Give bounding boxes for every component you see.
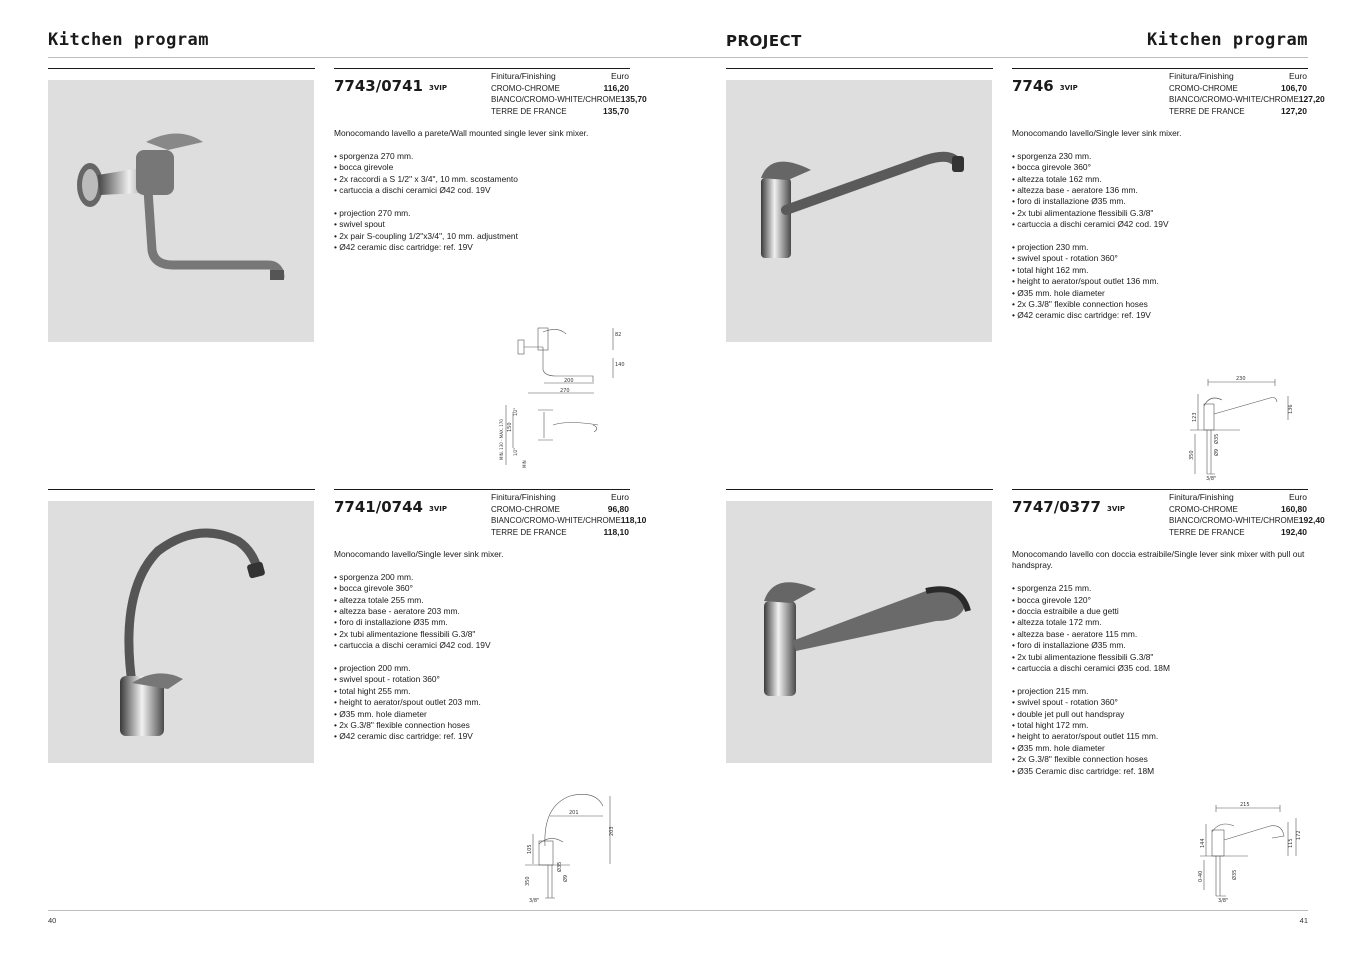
technical-drawing-7747 [1190, 800, 1302, 904]
svg-text:Ø35: Ø35 [1214, 433, 1220, 444]
svg-text:144: 144 [1200, 838, 1206, 848]
product-description: Monocomando lavello/Single lever sink mixer. • sporgenza 230 mm. • bocca girevole 360° • altezza totale 162 mm. • altezza base - aeratore 136 mm. • foro di installazione Ø35 mm. • 2x tubi alimentazione flessibili G.3/8" • cartuccia a dischi ceramici Ø42 cod. 19V • projection 230 mm. • swivel spout - rotation 360° • total hight 162 mm. • height to aerator/spout outlet 136 mm. • Ø35 mm. hole diameter • 2x G.3/8" flexible connection hoses • Ø42 ceramic disc cartridge: ref. 19V [1012, 128, 1182, 321]
product-photo-7747 [726, 501, 992, 763]
svg-text:136: 136 [1288, 404, 1294, 414]
page-number-right: 41 [1299, 916, 1308, 925]
center-title: PROJECT [726, 32, 802, 50]
product-photo-7746 [726, 80, 992, 342]
faucet-swivel-icon [726, 80, 992, 342]
svg-text:201: 201 [569, 810, 579, 816]
svg-text:MIN: MIN [522, 460, 527, 468]
svg-text:Ø35: Ø35 [1232, 869, 1238, 880]
svg-text:Ø35: Ø35 [557, 861, 563, 872]
divider [726, 489, 993, 490]
divider [48, 68, 315, 69]
svg-text:3/8": 3/8" [1206, 476, 1217, 482]
page-number-left: 40 [48, 916, 57, 925]
svg-text:1/2": 1/2" [513, 407, 518, 416]
svg-text:3/8": 3/8" [1218, 898, 1229, 904]
product-photo-7743 [48, 80, 314, 342]
svg-text:1/2": 1/2" [513, 447, 518, 456]
faucet-gooseneck-icon [48, 501, 314, 763]
divider [48, 489, 315, 490]
header-rule [48, 57, 1308, 58]
svg-text:Ø9: Ø9 [1214, 448, 1220, 456]
svg-text:230: 230 [1236, 376, 1246, 382]
svg-text:3/8": 3/8" [529, 898, 540, 904]
divider [334, 68, 630, 69]
svg-text:Ø9: Ø9 [563, 874, 569, 882]
product-code: 7746 3VIP [1012, 77, 1078, 95]
faucet-pullout-icon [726, 501, 992, 763]
footer-rule [48, 910, 1308, 911]
left-page-title: Kitchen program [48, 30, 210, 50]
svg-text:203: 203 [609, 826, 615, 836]
product-description: Monocomando lavello con doccia estraibile/Single lever sink mixer with pull out handspray. • sporgenza 215 mm. • bocca girevole 120° • doccia estraibile a due getti • altezza totale 172 mm. • altezza base - aeratore 115 mm. • foro di installazione Ø35 mm. • 2x tubi alimentazione flessibili G.3/8" • cartuccia a dischi ceramici Ø35 cod. 18M • projection 215 mm. • swivel spout - rotation 360° • double jet pull out handspray • total hight 172 mm. • height to aerator/spout outlet 115 mm. • Ø35 mm. hole diameter • 2x G.3/8" flexible connection hoses • Ø35 Ceramic disc cartridge: ref. 18M [1012, 549, 1305, 776]
product-code: 7743/0741 3VIP [334, 77, 448, 95]
svg-text:215: 215 [1240, 802, 1250, 808]
divider [334, 489, 630, 490]
divider [1012, 489, 1308, 490]
technical-drawing-7741 [515, 786, 615, 904]
svg-text:123: 123 [1192, 412, 1198, 422]
svg-text:115: 115 [1288, 838, 1294, 848]
svg-text:150: 150 [507, 422, 513, 432]
svg-text:350: 350 [1189, 450, 1195, 460]
svg-text:172: 172 [1296, 830, 1302, 840]
svg-text:350: 350 [525, 876, 531, 886]
divider [726, 68, 993, 69]
divider [1012, 68, 1308, 69]
price-table: Finitura/Finishing Euro CROMO-CHROME 96,80 BIANCO/CROMO-WHITE/CHROME 118,10 TERRE DE FRANCE 118,10 [491, 492, 647, 537]
svg-text:200: 200 [564, 378, 574, 384]
svg-text:105: 105 [527, 844, 533, 854]
technical-drawing-7743 [498, 320, 625, 470]
svg-text:0-40: 0-40 [1198, 870, 1204, 882]
product-description: Monocomando lavello/Single lever sink mixer. • sporgenza 200 mm. • bocca girevole 360° • altezza totale 255 mm. • altezza base - aeratore 203 mm. • foro di installazione Ø35 mm. • 2x tubi alimentazione flessibili G.3/8" • cartuccia a dischi ceramici Ø42 cod. 19V • projection 200 mm. • swivel spout - rotation 360° • total hight 255 mm. • height to aerator/spout outlet 203 mm. • Ø35 mm. hole diameter • 2x G.3/8" flexible connection hoses • Ø42 ceramic disc cartridge: ref. 19V [334, 549, 504, 742]
svg-text:82: 82 [615, 332, 622, 338]
technical-drawing-7746 [1180, 374, 1298, 482]
price-table: Finitura/Finishing Euro CROMO-CHROME 116,20 BIANCO/CROMO-WHITE/CHROME 135,70 TERRE DE FRANCE 135,70 [491, 71, 647, 116]
price-table: Finitura/Finishing Euro CROMO-CHROME 160,80 BIANCO/CROMO-WHITE/CHROME 192,40 TERRE DE FRANCE 192,40 [1169, 492, 1325, 537]
product-code: 7747/0377 3VIP [1012, 498, 1126, 516]
svg-text:MIN. 130 - MAX. 170: MIN. 130 - MAX. 170 [499, 419, 504, 460]
product-photo-7741 [48, 501, 314, 763]
price-table: Finitura/Finishing Euro CROMO-CHROME 106,70 BIANCO/CROMO-WHITE/CHROME 127,20 TERRE DE FRANCE 127,20 [1169, 71, 1325, 116]
svg-text:140: 140 [615, 362, 625, 368]
product-code: 7741/0744 3VIP [334, 498, 448, 516]
faucet-wall-icon [48, 80, 314, 342]
right-page-title: Kitchen program [1146, 30, 1308, 50]
product-description: Monocomando lavello a parete/Wall mounted single lever sink mixer. • sporgenza 270 mm. • bocca girevole • 2x raccordi a S 1/2" x 3/4", 10 mm. scostamento • cartuccia a dischi ceramici Ø42 cod. 19V • projection 270 mm. • swivel spout • 2x pair S-coupling 1/2"x3/4", 10 mm. adjustment • Ø42 ceramic disc cartridge: ref. 19V [334, 128, 589, 253]
svg-text:270: 270 [560, 388, 570, 394]
